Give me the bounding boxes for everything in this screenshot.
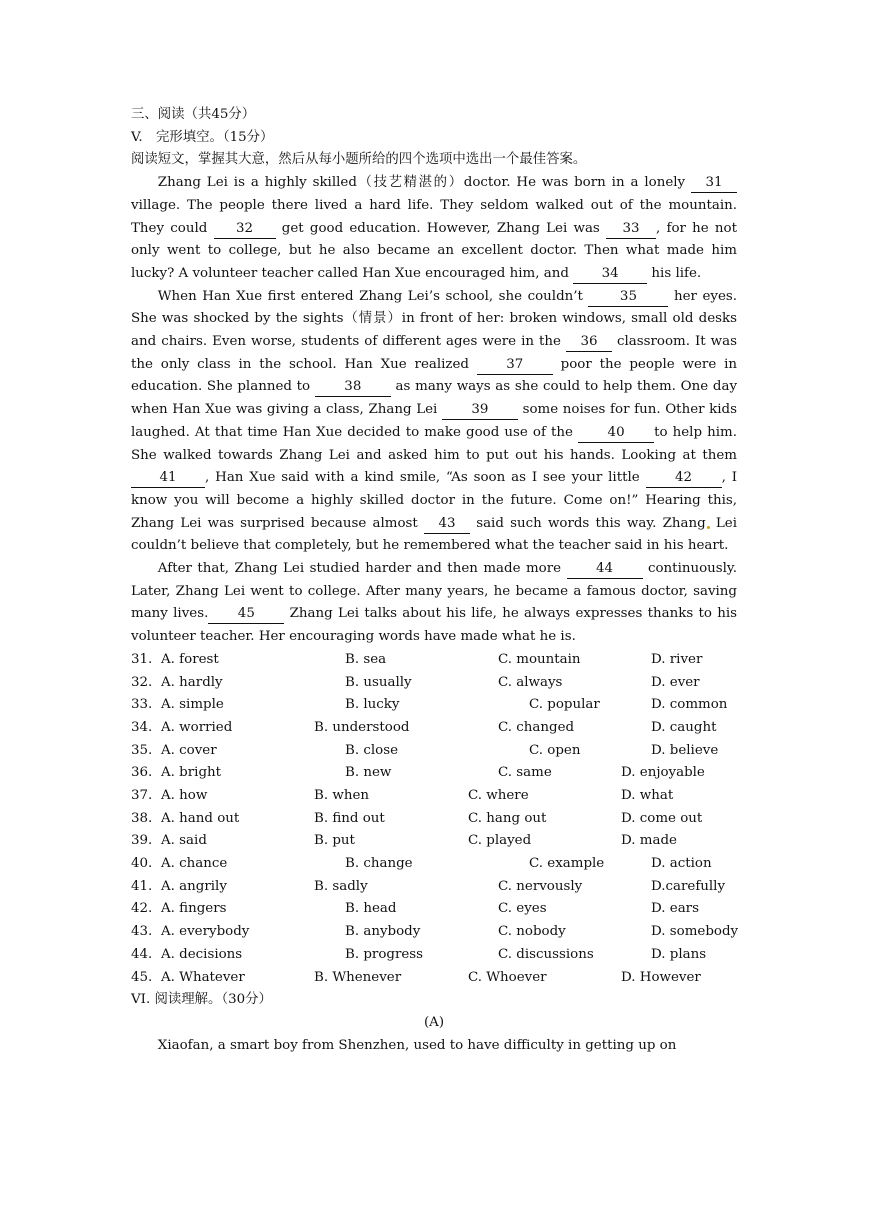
option-c: C. always bbox=[498, 674, 563, 690]
option-d: D. made bbox=[621, 833, 677, 849]
option-d: D. ever bbox=[651, 674, 700, 690]
question-number: 41. bbox=[131, 878, 153, 894]
section-title: 三、阅读（共45分） bbox=[131, 107, 256, 122]
option-a: A. hand out bbox=[161, 810, 240, 826]
passage-text: Lei couldn’t believe that completely, but he remembered what the teacher said in his heart. bbox=[131, 515, 737, 554]
passage-paragraph-1 bbox=[131, 172, 737, 286]
option-c: C. nobody bbox=[498, 924, 566, 940]
passage-text: Zhang Lei talks about his life, he always expresses thanks to his volunteer teacher. Her encouraging words have made what he is. bbox=[131, 606, 737, 645]
option-c: C. where bbox=[468, 788, 529, 803]
question-number: 35. bbox=[131, 742, 153, 758]
blank-38: 38 bbox=[315, 378, 391, 397]
passage-text: some noises for fun. Other kids laughed. At that time Han Xue decided to make good use of the bbox=[131, 402, 737, 440]
passage-text: continuously. Later, Zhang Lei went to college. After many years, he became a famous doctor, saving many lives. bbox=[131, 561, 737, 622]
passage-text: get good education. However, Zhang Lei was bbox=[275, 220, 607, 236]
option-b: B. change bbox=[345, 856, 413, 872]
option-row-36 bbox=[131, 762, 737, 785]
section-a-label: (A) bbox=[423, 1014, 445, 1030]
option-a: A. how bbox=[161, 788, 208, 803]
option-d: D. ears bbox=[651, 901, 699, 917]
option-a: A. chance bbox=[161, 856, 228, 872]
option-c: C. mountain bbox=[498, 651, 581, 667]
option-b: B. anybody bbox=[345, 924, 421, 940]
option-b: B. understood bbox=[314, 719, 410, 735]
passage-text: , I know you will become a highly skilled doctor in the future. Come on!” Hearing this, Zhang Lei was surprised because almost bbox=[131, 470, 737, 531]
option-c: C. nervously bbox=[498, 878, 583, 894]
options-list bbox=[131, 649, 737, 989]
question-number: 44. bbox=[131, 946, 153, 962]
option-c: C. played bbox=[468, 833, 532, 849]
option-a: A. fingers bbox=[161, 901, 227, 917]
passage-paragraph-3 bbox=[131, 558, 737, 649]
question-number: 31. bbox=[131, 651, 153, 667]
option-d: D. river bbox=[651, 651, 703, 667]
option-d: D. action bbox=[651, 856, 712, 872]
question-number: 34. bbox=[131, 719, 153, 735]
passage-text: as many ways as she could to help them. One day when Han Xue was giving a class, Zhang Lei bbox=[131, 379, 738, 418]
option-row-41 bbox=[131, 876, 737, 899]
option-b: B. sadly bbox=[314, 878, 368, 894]
option-b: B. head bbox=[345, 901, 397, 917]
passage-text: to help him. She walked towards Zhang Lei and asked him to put out his hands. Looking at them bbox=[131, 424, 737, 463]
option-b: B. put bbox=[314, 833, 355, 849]
option-a: A. bright bbox=[161, 765, 222, 781]
option-a: A. worried bbox=[161, 719, 233, 735]
question-number: 40. bbox=[131, 856, 153, 872]
option-a: A. angrily bbox=[161, 878, 227, 894]
option-c: C. example bbox=[529, 856, 605, 872]
option-d: D. However bbox=[621, 969, 701, 985]
option-a: A. everybody bbox=[161, 924, 250, 940]
question-number: 42. bbox=[131, 901, 153, 917]
blank-36: 36 bbox=[566, 333, 612, 352]
option-a: A. simple bbox=[161, 697, 224, 713]
option-d: D. come out bbox=[621, 810, 703, 826]
passage-text: village. The people there lived a hard life. They seldom walked out of the mountain. They could bbox=[131, 197, 737, 236]
exam-page bbox=[131, 104, 737, 1057]
option-c: C. discussions bbox=[498, 946, 594, 962]
option-a: A. Whatever bbox=[161, 969, 245, 985]
blank-31: 31 bbox=[691, 174, 737, 193]
passage-text: When Han Xue first entered Zhang Lei’s school, she couldn’t bbox=[157, 288, 589, 304]
passage-text: Zhang Lei is a highly skilled（技艺精湛的）doctor. He was born in a lonely bbox=[157, 175, 691, 191]
option-b: B. usually bbox=[345, 674, 412, 690]
part-vi-title: VI. 阅读理解。（30分） bbox=[131, 992, 272, 1008]
option-row-34 bbox=[131, 717, 737, 740]
option-row-42 bbox=[131, 898, 737, 921]
blank-37: 37 bbox=[477, 356, 553, 375]
question-number: 39. bbox=[131, 833, 153, 849]
question-number: 37. bbox=[131, 788, 153, 803]
option-c: C. changed bbox=[498, 719, 575, 735]
option-d: D. enjoyable bbox=[621, 765, 705, 781]
passage-paragraph-2 bbox=[131, 286, 737, 558]
question-number: 33. bbox=[131, 697, 153, 713]
question-number: 43. bbox=[131, 924, 153, 940]
option-d: D. somebody bbox=[651, 924, 739, 940]
option-b: B. Whenever bbox=[314, 969, 402, 985]
option-d: D. caught bbox=[651, 719, 717, 735]
passage-text: , for he not only went to college, but he also became an excellent doctor. Then what made him lucky? A volunteer teacher called Han Xue encouraged him, and bbox=[131, 220, 737, 281]
option-b: B. close bbox=[345, 742, 398, 758]
option-b: B. new bbox=[345, 765, 392, 781]
blank-35: 35 bbox=[588, 288, 668, 307]
option-row-32 bbox=[131, 672, 737, 695]
question-number: 36. bbox=[131, 765, 153, 781]
part-v-instruction: 阅读短文，掌握其大意，然后从每小题所给的四个选项中选出一个最佳答案。 bbox=[131, 152, 587, 168]
option-c: C. Whoever bbox=[468, 969, 547, 985]
option-row-43 bbox=[131, 921, 737, 944]
option-b: B. lucky bbox=[345, 697, 400, 713]
option-row-40 bbox=[131, 853, 737, 876]
option-a: A. hardly bbox=[161, 674, 223, 690]
option-b: B. find out bbox=[314, 810, 385, 826]
passage-text: classroom. It was the only class in the school. Han Xue realized bbox=[131, 334, 738, 372]
blank-45: 45 bbox=[208, 605, 284, 624]
blank-34: 34 bbox=[573, 265, 647, 284]
option-d: D.carefully bbox=[651, 878, 726, 894]
blank-32: 32 bbox=[214, 220, 276, 239]
option-c: C. same bbox=[498, 765, 552, 781]
option-d: D. common bbox=[651, 697, 728, 713]
section-a-first-line: Xiaofan, a smart boy from Shenzhen, used to have difficulty in getting up on bbox=[157, 1037, 677, 1053]
option-row-37 bbox=[131, 785, 737, 808]
option-c: C. open bbox=[529, 742, 581, 758]
passage-text: said such words this way. Zhang bbox=[469, 515, 706, 531]
blank-39: 39 bbox=[442, 401, 518, 420]
blank-33: 33 bbox=[606, 220, 656, 239]
option-row-33 bbox=[131, 694, 737, 717]
option-d: D. what bbox=[621, 788, 674, 803]
option-row-44 bbox=[131, 944, 737, 967]
option-b: B. when bbox=[314, 788, 369, 803]
option-a: A. cover bbox=[161, 742, 217, 758]
option-row-35 bbox=[131, 740, 737, 763]
option-d: D. believe bbox=[651, 742, 719, 758]
passage-text: his life. bbox=[647, 265, 702, 281]
passage-text: her eyes. She was shocked by the sights（情景）in front of her: broken windows, small old desks and chairs. Even worse, students of different ages were in the bbox=[131, 288, 738, 350]
passage-text: poor the people were in education. She planned to bbox=[131, 356, 737, 395]
question-number: 38. bbox=[131, 810, 153, 826]
blank-43: 43 bbox=[424, 515, 470, 534]
option-c: C. hang out bbox=[468, 810, 547, 826]
question-number: 45. bbox=[131, 969, 153, 985]
option-a: A. forest bbox=[161, 651, 219, 667]
question-number: 32. bbox=[131, 674, 153, 690]
passage-text: After that, Zhang Lei studied harder and then made more bbox=[157, 561, 567, 577]
option-b: B. sea bbox=[345, 651, 387, 667]
option-row-31 bbox=[131, 649, 737, 672]
option-c: C. popular bbox=[529, 697, 600, 713]
option-row-38 bbox=[131, 808, 737, 831]
option-b: B. progress bbox=[345, 946, 424, 962]
passage-text: , Han Xue said with a kind smile, “As soon as I see your little bbox=[205, 470, 646, 486]
option-d: D. plans bbox=[651, 946, 707, 962]
blank-41: 41 bbox=[131, 469, 205, 488]
blank-42: 42 bbox=[646, 469, 722, 488]
blank-40: 40 bbox=[578, 424, 654, 443]
option-row-39 bbox=[131, 830, 737, 853]
option-a: A. decisions bbox=[161, 946, 243, 962]
option-c: C. eyes bbox=[498, 901, 547, 917]
option-a: A. said bbox=[161, 833, 207, 849]
part-v-title: V. 完形填空。（15分） bbox=[131, 129, 274, 145]
option-row-45 bbox=[131, 967, 737, 990]
blank-44: 44 bbox=[567, 560, 643, 579]
